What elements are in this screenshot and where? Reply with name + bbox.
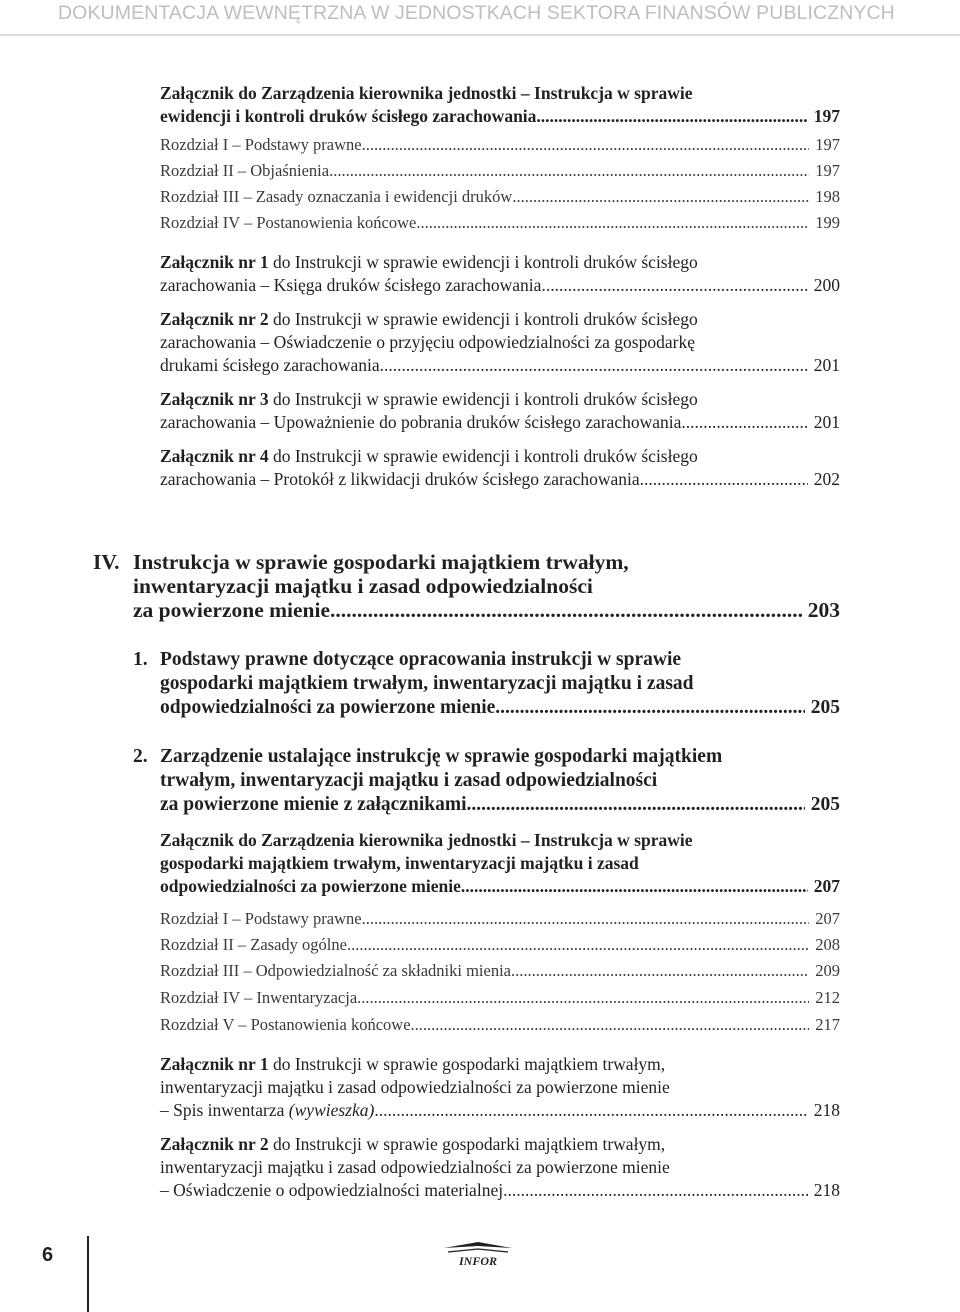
toc-leader xyxy=(503,1179,808,1202)
toc-leader xyxy=(411,1013,810,1036)
toc-annex-2[interactable]: Załącznik nr 2 do Instrukcji w sprawie ewidencji i kontroli druków ścisłego zarachowania – Oświadczenie o przyjęciu odpowiedzialności za gospodarkę drukami ścisłego zarachowania ..... 201 xyxy=(160,308,840,377)
toc-subsection-2[interactable]: Zarządzenie ustalające instrukcję w sprawie gospodarki majątkiem trwałym, inwentaryzacji majątku i zasad odpowiedzialności za powierzone mienie z załącznikami ..... 205 xyxy=(160,745,840,817)
toc-leader xyxy=(330,598,802,622)
toc-page: 218 xyxy=(813,1180,840,1200)
section-number: IV. xyxy=(93,550,120,574)
toc-leader xyxy=(541,274,807,297)
toc-annex-3[interactable]: Załącznik nr 3 do Instrukcji w sprawie ewidencji i kontroli druków ścisłego zarachowania – Upoważnienie do pobrania druków ścisłego zarachowania ..... 201 xyxy=(160,388,840,434)
toc-leader xyxy=(374,1099,807,1122)
toc-chapter-title: Rozdział III – Zasady oznaczania i ewidencji druków xyxy=(160,187,513,206)
toc-page: 207 xyxy=(813,876,840,896)
toc-chapter-5b[interactable] xyxy=(160,1013,840,1036)
annex-label: Załącznik nr 3 xyxy=(160,389,269,409)
toc-chapter-title: Rozdział III – Odpowiedzialność za składniki mienia xyxy=(160,961,511,980)
toc-page: 217 xyxy=(815,1015,840,1034)
toc-leader xyxy=(511,959,809,982)
toc-entry-line: Załącznik do Zarządzenia kierownika jednostki – Instrukcja w sprawie xyxy=(160,83,693,103)
toc-chapter-3[interactable] xyxy=(160,185,840,208)
toc-leader xyxy=(461,875,808,898)
running-header xyxy=(0,0,960,30)
annex-label: Załącznik nr 2 xyxy=(160,309,269,329)
toc-leader xyxy=(536,105,807,128)
toc-page: 209 xyxy=(815,961,840,980)
section-title: Instrukcja w sprawie gospodarki majątkiem trwałym, xyxy=(133,550,629,574)
toc-leader xyxy=(380,354,808,377)
toc-chapter-2b[interactable] xyxy=(160,933,840,956)
svg-text:INFOR: INFOR xyxy=(458,1254,498,1268)
publisher-logo xyxy=(438,1240,518,1270)
toc-page: 207 xyxy=(815,909,840,928)
toc-page: 205 xyxy=(810,697,840,718)
toc-chapter-4[interactable] xyxy=(160,211,840,234)
toc-annex-1[interactable]: Załącznik nr 1 do Instrukcji w sprawie ewidencji i kontroli druków ścisłego zarachowania – Księga druków ścisłego zarachowania ..... 200 xyxy=(160,251,840,297)
toc-page: 205 xyxy=(810,794,840,815)
toc-leader xyxy=(640,468,808,491)
toc-chapter-title: Rozdział IV – Postanowienia końcowe xyxy=(160,213,417,232)
toc-entry-annex-instruction-2[interactable]: Załącznik do Zarządzenia kierownika jednostki – Instrukcja w sprawie gospodarki majątkiem trwałym, inwentaryzacji majątku i zasad odpowiedzialności za powierzone mienie ..... 207 xyxy=(160,829,840,898)
toc-chapter-title: Rozdział IV – Inwentaryzacja xyxy=(160,988,358,1007)
toc-chapter-title: Rozdział I – Podstawy prawne xyxy=(160,909,362,928)
toc-page: 218 xyxy=(813,1100,840,1120)
toc-chapter-1[interactable] xyxy=(160,133,840,156)
toc-page: 212 xyxy=(815,988,840,1007)
subsection-number: 1. xyxy=(133,649,148,670)
toc-leader xyxy=(467,793,805,817)
header-title: DOKUMENTACJA WEWNĘTRZNA W JEDNOSTKACH SEKTORA FINANSÓW PUBLICZNYCH xyxy=(58,2,895,24)
toc-entry-annex-instruction[interactable] xyxy=(160,82,840,128)
page-number: 6 xyxy=(42,1244,54,1266)
toc-subsection-1[interactable]: Podstawy prawne dotyczące opracowania instrukcji w sprawie gospodarki majątkiem trwałym, inwentaryzacji majątku i zasad odpowiedzialności za powierzone mienie ..... 205 xyxy=(160,648,840,720)
toc-page: 198 xyxy=(815,187,840,206)
toc-chapter-title: Rozdział I – Podstawy prawne xyxy=(160,135,362,154)
toc-page: 197 xyxy=(815,161,840,180)
toc-leader xyxy=(329,159,809,182)
footer-divider xyxy=(87,1236,89,1312)
toc-page: 201 xyxy=(813,412,840,432)
toc-chapter-4b[interactable] xyxy=(160,986,840,1009)
toc-leader xyxy=(362,133,810,156)
toc-chapter-3b[interactable] xyxy=(160,959,840,982)
annex-label: Załącznik nr 1 xyxy=(160,252,269,272)
toc-annex-2b[interactable]: Załącznik nr 2 do Instrukcji w sprawie gospodarki majątkiem trwałym, inwentaryzacji majątku i zasad odpowiedzialności za powierzone mienie – Oświadczenie o odpowiedzialności materialnej ..... 218 xyxy=(160,1133,840,1202)
toc-leader xyxy=(416,211,809,234)
toc-chapter-title: Rozdział V – Postanowienia końcowe xyxy=(160,1015,411,1034)
toc-leader xyxy=(681,411,807,434)
toc-chapter-1b[interactable] xyxy=(160,907,840,930)
toc-page: 203 xyxy=(807,598,840,622)
toc-leader xyxy=(512,185,809,208)
header-divider xyxy=(0,34,960,36)
toc-leader xyxy=(357,986,809,1009)
annex-label: Załącznik nr 2 xyxy=(160,1134,269,1154)
toc-page: 199 xyxy=(815,213,840,232)
toc-leader xyxy=(495,696,804,720)
toc-page: 208 xyxy=(815,935,840,954)
toc-page: 200 xyxy=(813,275,840,295)
toc-page: 202 xyxy=(813,469,840,489)
toc-chapter-2[interactable] xyxy=(160,159,840,182)
toc-section-iv[interactable]: Instrukcja w sprawie gospodarki majątkiem trwałym, inwentaryzacji majątku i zasad odpowiedzialności za powierzone mienie ..... 203 xyxy=(133,550,840,622)
toc-annex-1b[interactable]: Załącznik nr 1 do Instrukcji w sprawie gospodarki majątkiem trwałym, inwentaryzacji majątku i zasad odpowiedzialności za powierzone mienie – Spis inwentarza (wywieszka) ..... 218 xyxy=(160,1053,840,1122)
toc-page: 201 xyxy=(813,355,840,375)
toc-chapter-title: Rozdział II – Zasady ogólne xyxy=(160,935,347,954)
toc-leader xyxy=(362,907,810,930)
annex-label: Załącznik nr 4 xyxy=(160,446,269,466)
annex-label: Załącznik nr 1 xyxy=(160,1054,269,1074)
toc-entry-line: ewidencji i kontroli druków ścisłego zarachowania xyxy=(160,106,537,126)
toc-page: 197 xyxy=(815,135,840,154)
toc-page: 197 xyxy=(813,106,840,126)
toc-leader xyxy=(347,933,809,956)
toc-chapter-title: Rozdział II – Objaśnienia xyxy=(160,161,330,180)
subsection-number: 2. xyxy=(133,746,148,767)
toc-annex-4[interactable]: Załącznik nr 4 do Instrukcji w sprawie ewidencji i kontroli druków ścisłego zarachowania – Protokół z likwidacji druków ścisłego zarachowania ..... 202 xyxy=(160,445,840,491)
